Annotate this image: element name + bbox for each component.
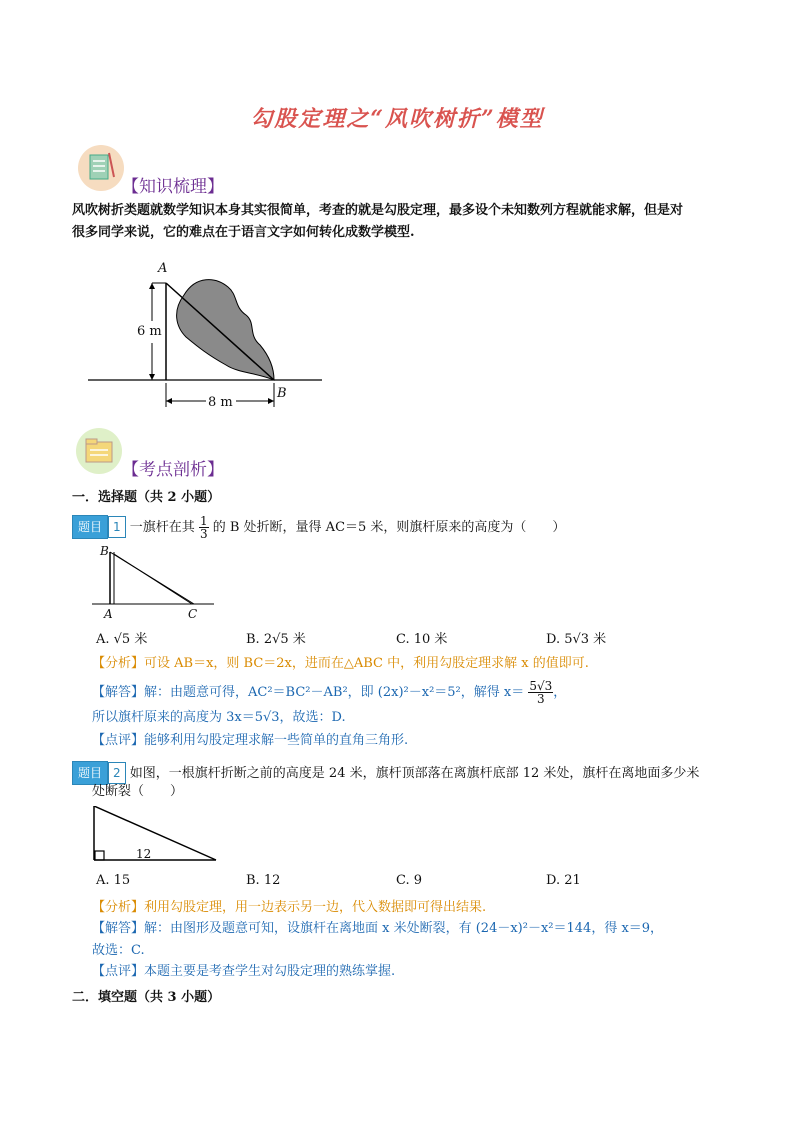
q2-text-line2: 处断裂（ ）: [92, 784, 184, 799]
q2-solution-line2: 故选：C.: [92, 943, 145, 958]
intro-line: 很多同学来说，它的难点在于语言文字如何转化成数学模型.: [72, 225, 415, 240]
q2-option-b[interactable]: B. 12: [246, 873, 281, 888]
q2-solution-line1: 【解答】解：由图形及题意可知，设旗杆在离地面 x 米处断裂，有 (24－x)²－x²＝144，得 x＝9，: [92, 921, 664, 936]
folder-icon: [76, 428, 122, 474]
q2-comment: 【点评】本题主要是考查学生对勾股定理的熟练掌握.: [92, 964, 396, 979]
q1-solution-text: 【解答】解：由题意可得，AC²＝BC²－AB²，即 (2x)²－x²＝5²，解得 x＝: [92, 685, 525, 700]
frac-num: 1: [199, 514, 208, 528]
q1-number: 1: [108, 516, 126, 538]
q1-option-c[interactable]: C. 10 米: [396, 632, 448, 647]
tree-break-figure: [88, 255, 328, 415]
frac-den: 3: [199, 527, 208, 541]
q1-fig-label-a: A: [104, 607, 113, 621]
q1-stem: [72, 515, 732, 540]
q1-comment: 【点评】能够利用勾股定理求解一些简单的直角三角形.: [92, 733, 409, 748]
q1-option-d[interactable]: D. 5√3 米: [546, 632, 607, 647]
q1-solution-line1: [92, 680, 566, 705]
q2-option-c[interactable]: C. 9: [396, 873, 423, 888]
frac-num: 5√3: [529, 679, 553, 693]
frac-den: 3: [537, 692, 545, 706]
q1-option-a[interactable]: A. √5 米: [96, 632, 148, 647]
figure-height-label: 6 m: [137, 324, 162, 339]
figure-label-b: B: [277, 386, 287, 401]
q1-fig-label-b: B: [100, 544, 109, 558]
q1-solution-fraction: [528, 680, 553, 705]
section-heading-analysis: 【考点剖析】: [122, 460, 224, 480]
part2-heading: 二．填空题（共 3 小题）: [72, 990, 221, 1005]
intro-paragraph: [72, 200, 732, 244]
notebook-icon: [78, 145, 124, 191]
q2-fig-base-label: 12: [136, 847, 152, 861]
q1-analysis: 【分析】可设 AB＝x，则 BC＝2x，进而在△ABC 中，利用勾股定理求解 x 的值即可.: [92, 656, 589, 671]
part1-heading: 一．选择题（共 2 小题）: [72, 490, 221, 505]
q1-text: 的 B 处折断，量得 AC＝5 米，则旗杆原来的高度为（ ）: [212, 520, 566, 535]
q2-text: 如图，一根旗杆折断之前的高度是 24 米，旗杆顶部落在离旗杆底部 12 米处，旗杆在离地面多少米: [129, 766, 700, 781]
q1-fraction: [199, 515, 209, 540]
q1-label: 题目: [72, 515, 108, 539]
section-heading-knowledge: 【知识梳理】: [122, 177, 224, 197]
q1-solution-line2: 所以旗杆原来的高度为 3x＝5√3，故选：D.: [92, 710, 346, 725]
q1-text: 一旗杆在其: [129, 520, 195, 535]
figure-base-label: 8 m: [208, 395, 233, 410]
q2-label: 题目: [72, 761, 108, 785]
q2-analysis: 【分析】利用勾股定理，用一边表示另一边，代入数据即可得出结果.: [92, 900, 487, 915]
q1-option-b[interactable]: B. 2√5 米: [246, 632, 306, 647]
figure-label-a: A: [158, 261, 168, 276]
q2-figure: [90, 806, 220, 864]
q2-option-a[interactable]: A. 15: [96, 873, 131, 888]
q1-fig-label-c: C: [188, 607, 198, 621]
intro-line: 风吹树折类题就数学知识本身其实很简单，考查的就是勾股定理，最多设个未知数列方程就能求解，但是对: [72, 203, 684, 218]
q1-solution-text: ，: [553, 685, 567, 700]
q2-number: 2: [108, 762, 126, 784]
page-title: 勾股定理之“风吹树折”模型: [250, 106, 544, 132]
q2-option-d[interactable]: D. 21: [546, 873, 581, 888]
